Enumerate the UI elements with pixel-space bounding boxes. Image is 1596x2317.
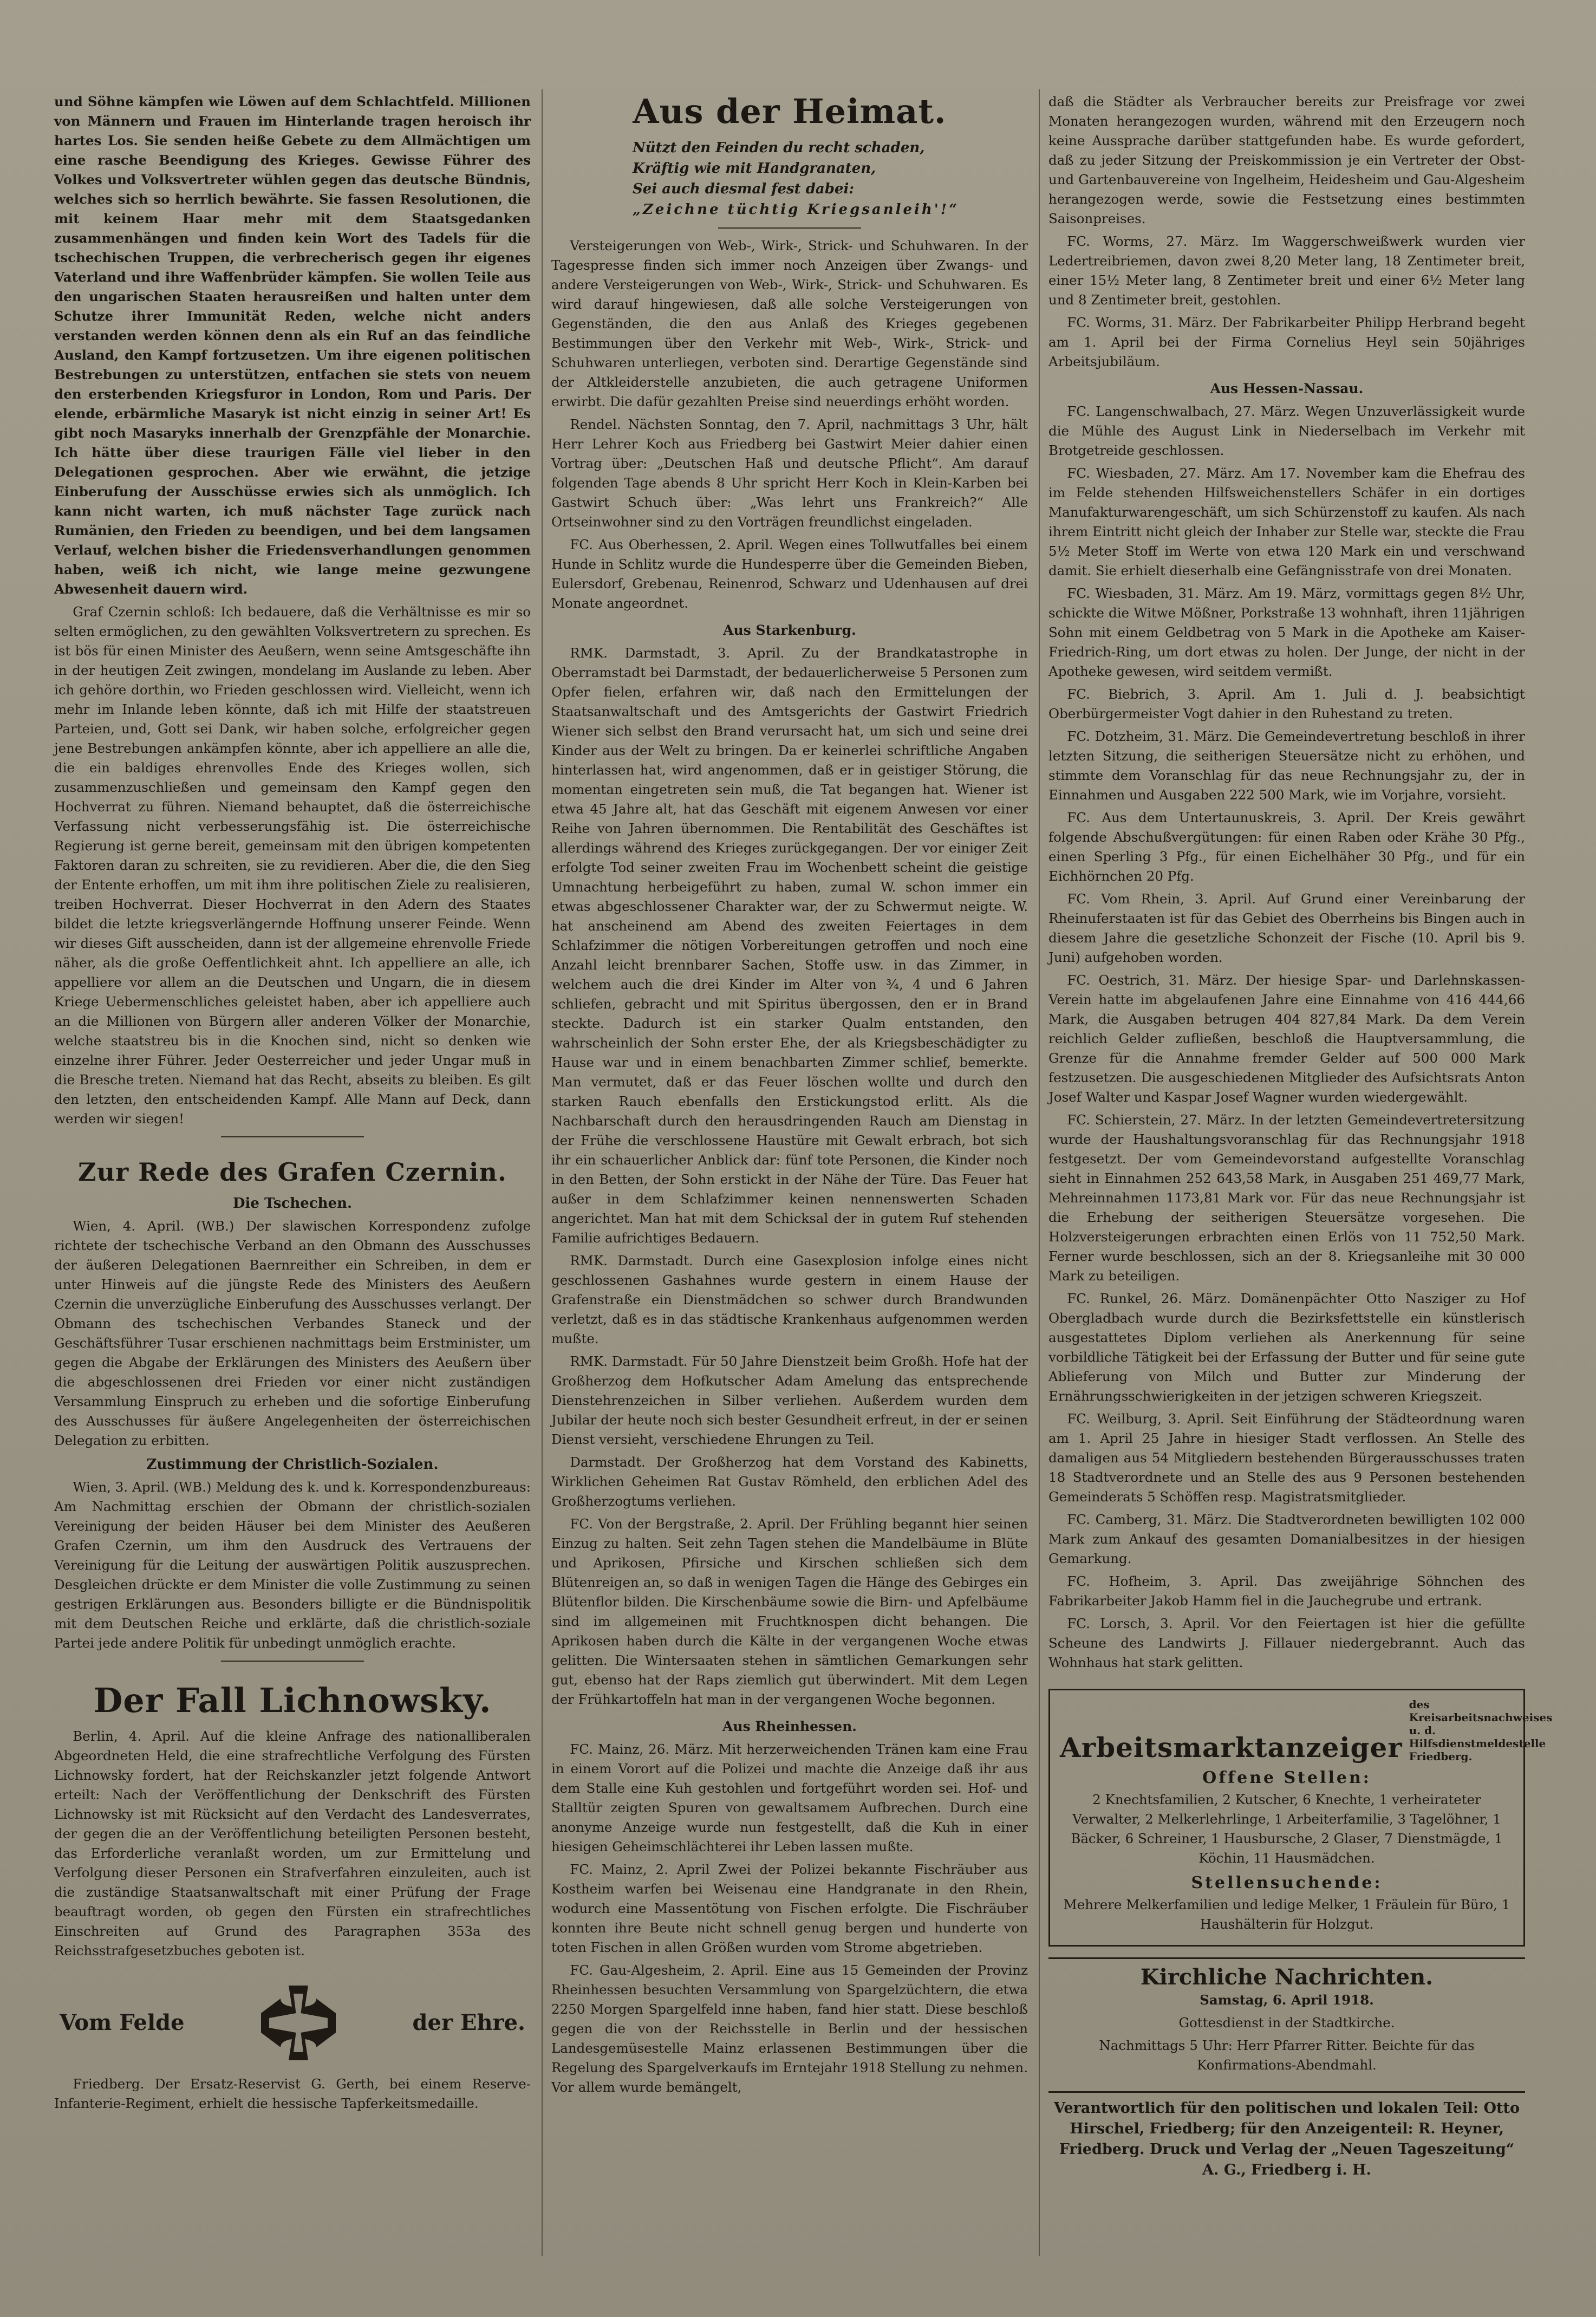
job-seekers-list: Mehrere Melkerfamilien und ledige Melker, 1 Fräulein für Büro, 1 Haushälterin für Holzgut. xyxy=(1063,1897,1510,1932)
article-paragraph: FC. Worms, 27. März. Im Waggerschweißwerk wurden vier Ledertreibriemen, davon zwei 8,20 Meter lang, 18 Zentimeter breit, einer 15½ Meter lang, 8 Zentimeter breit und einer 6½ Meter lang und 8 Zentimeter breit, gestohlen. xyxy=(1048,233,1525,308)
article-paragraph: FC. Aus dem Untertaunuskreis, 3. April. Der Kreis gewährt folgende Abschußvergütungen: für einen Raben oder Krähe 30 Pfg., einen Sperling 3 Pfg., für einen Eichelhäher 30 Pfg., und für ein Eichhörnchen 20 Pfg. xyxy=(1048,810,1525,884)
article-paragraph: FC. Hofheim, 3. April. Das zweijährige Söhnchen des Fabrikarbeiter Jakob Hamm fiel in die Jauchegrube und ertrank. xyxy=(1048,1573,1525,1609)
article-paragraph: FC. Worms, 31. März. Der Fabrikarbeiter Philipp Herbrand begeht am 1. April bei der Firma Cornelius Heyl sein 50jähriges Arbeitsjubiläum. xyxy=(1048,315,1525,369)
article-paragraph: FC. Mainz, 2. April Zwei der Polizei bekannte Fischräuber aus Kostheim warfen bei Weisenau eine Handgranate in den Rhein, wodurch eine Massentötung von Fischen erfolgte. Die Fischräuber konnten ihre Beute nicht schnell genug bergen und hunderte von toten Fischen in allen Größen wurden vom Strome abgetrieben. xyxy=(551,1862,1028,1955)
honor-right-text: der Ehre. xyxy=(412,2010,525,2035)
motto-line: Kräftig wie mit Handgranaten, xyxy=(633,160,876,177)
honor-heading xyxy=(60,1982,525,2064)
article-paragraph: RMK. Darmstadt. Durch eine Gasexplosion infolge eines nicht geschlossenen Gashahnes wurde gestern in einem Hause der Grafenstraße ein Dienstmädchen so schwer durch Brandwunden verletzt, daß es in das städtische Krankenhaus aufgenommen werden mußte. xyxy=(551,1253,1028,1346)
article-paragraph: FC. Oestrich, 31. März. Der hiesige Spar- und Darlehnskassen-Verein hatte im abgelaufenen Jahre eine Einnahme von 416 444,66 Mark, die Ausgaben betrugen 404 827,84 Mark. Da dem Verein reichlich Gelder zufließen, beschloß die Hauptversammlung, die Grenze für die Annahme fremder Gelder auf 500 000 Mark festzusetzen. Die ausgeschiedenen Mitglieder des Aufsichtsrats Anton Josef Walter und Kaspar Josef Wagner wurden wiedergewählt. xyxy=(1048,972,1525,1105)
motto-line: „Zeichne tüchtig Kriegsanleih'!“ xyxy=(633,201,960,218)
job-market-header xyxy=(1060,1698,1553,1763)
job-market-subtitle-line: Hilfsdienstmeldestelle Friedberg. xyxy=(1409,1737,1546,1763)
iron-cross-icon xyxy=(258,1982,339,2064)
article-paragraph: FC. Vom Rhein, 3. April. Auf Grund einer Vereinbarung der Rheinuferstaaten ist für das Gebiet des Oberrheins bis Bingen auch in diesem Jahre die gesetzliche Schonzeit der Fische (10. April bis 9. Juni) aufgehoben worden. xyxy=(1048,891,1525,965)
article-paragraph: FC. Dotzheim, 31. März. Die Gemeindevertretung beschloß in ihrer letzten Sitzung, die seitherigen Steuersätze nicht zu erhöhen, und stimmte dem Voranschlag für das neue Rechnungsjahr zu, der in Einnahmen und Ausgaben 222 500 Mark, wie im Vorjahre, vorsieht. xyxy=(1048,728,1525,803)
divider xyxy=(221,1136,364,1137)
article-paragraph: RMK. Darmstadt, 3. April. Zu der Brandkatastrophe in Oberramstadt bei Darmstadt, der bedauerlicherweise 5 Personen zum Opfer fielen, erfahren wir, daß nach den Ermittelungen der Staatsanwaltschaft und des Amtsgerichts der Gastwirt Friedrich Wiener sich selbst den Brand verursacht hat, um sich und seine drei Kinder aus der Welt zu bringen. Da er keinerlei schriftliche Angaben hinterlassen hat, wird angenommen, daß er in geistiger Störung, die momentan eingetreten sein muß, die Tat begangen hat. Wiener ist etwa 45 Jahre alt, hat das Geschäft mit eigenem Anwesen vor einer Reihe von Jahren übernommen. Die Rentabilität des Geschäftes ist allerdings während des Krieges zurückgegangen. Der vor einiger Zeit erfolgte Tod seiner zweiten Frau im Wochenbett scheint die geistige Umnachtung herbeigeführt zu haben, zumal W. schon immer ein etwas abgeschlossener Charakter war, der zu Schwermut neigte. W. hat anscheinend am Abend des zweiten Feiertages in dem Schlafzimmer die nötigen Vorbereitungen getroffen und noch eine Anzahl leicht brennbarer Sachen, Stoffe usw. in das Zimmer, in welchem auch die drei Kinder im Alter von ¾, 4 und 6 Jahren schliefen, gebracht und mit Spiritus übergossen, den er in Brand steckte. Dadurch ist ein starker Qualm entstanden, den wahrscheinlich der Sohn erster Ehe, der als Kriegsbeschädigter zu Hause war und in einem benachbarten Zimmer schlief, bemerkte. Man vermutet, daß er das Feuer löschen wollte und durch den starken Rauch ebenfalls den Erstickungstod erlitt. Als die Nachbarschaft durch den herausdringenden Rauch am Dienstag in der Frühe die verschlossene Haustüre mit Gewalt erbrach, bot sich ihr ein schauerlicher Anblick dar: fünf tote Personen, die Kinder noch in den Betten, der Sohn erstickt in der Nähe der Türe. Das Feuer hat außer in dem Schlafzimmer keinen nennenswerten Schaden angerichtet. Man hat mit dem Schicksal der in gutem Ruf stehenden Familie aufrichtiges Bedauern. xyxy=(551,645,1028,1246)
motto-verse xyxy=(551,138,1028,220)
church-title: Kirchliche Nachrichten. xyxy=(1140,1964,1434,1990)
article-paragraph: FC. Wiesbaden, 27. März. Am 17. November kam die Ehefrau des im Felde stehenden Hilfsweichenstellers Schäfer in ein dortiges Manufakturwarengeschäft, um sich Schürzenstoff zu kaufen. Als nach ihrem Eintritt nicht gleich der Inhaber zur Stelle war, steckte die Frau 5½ Meter Stoff im Werte von etwa 120 Mark ein und verschwand damit. Sie erhielt dieserhalb eine Gefängnisstrafe von drei Monaten. xyxy=(1048,465,1525,578)
article-paragraph: FC. Weilburg, 3. April. Seit Einführung der Städteordnung waren am 1. April 25 Jahre in hiesiger Stadt verflossen. An Stelle des damaligen aus 54 Mitgliedern bestehenden Bürgerausschusses traten 18 Stadtverordnete und an Stelle des aus 9 Personen bestehenden Gemeinderats 5 Schöffen resp. Magistratsmitglieder. xyxy=(1048,1411,1525,1505)
church-notices xyxy=(1048,1957,1525,2075)
imprint-text: Verantwortlich für den politischen und lokalen Teil: Otto Hirschel, Friedberg; für den Anzeigenteil: R. Heyner, Friedberg. Druck und Verlag der „Neuen Tageszeitung“ A. G., Friedberg i. H. xyxy=(1054,2100,1520,2178)
article-paragraph: FC. Lorsch, 3. April. Vor den Feiertagen ist hier die gefüllte Scheune des Landwirts J. Fillauer niedergebrannt. Auch das Wohnhaus hat stark gelitten. xyxy=(1048,1616,1525,1670)
column-left xyxy=(54,92,531,2237)
article-paragraph: Rendel. Nächsten Sonntag, den 7. April, nachmittags 3 Uhr, hält Herr Lehrer Koch aus Friedberg bei Gastwirt Meier dahier einen Vortrag über: „Deutschen Haß und deutsche Pflicht“. Am darauf folgenden Tage abends 8 Uhr spricht Herr Koch in Klein-Karben bei Gastwirt Schuch über: „Was lehrt uns Frankreich?“ Alle Ortseinwohner sind zu den Vorträgen freundlichst eingeladen. xyxy=(551,416,1028,530)
article-paragraph: Wien, 3. April. (WB.) Meldung des k. und k. Korrespondenzbureaus: Am Nachmittag erschien der Obmann der christlich-sozialen Vereinigung der beiden Häuser bei dem Minister des Aeußeren Grafen Czernin, um ihm den Ausdruck des Vertrauens der Vereinigung für die Leitung der auswärtigen Politik auszusprechen. Desgleichen drückte er dem Minister die volle Zustimmung zu seinen gestrigen Erklärungen aus. Besonders billigte er die Bündnispolitik mit dem Deutschen Reiche und erklärte, daß die christlich-soziale Partei jede andere Politik für unbedingt unmöglich erachte. xyxy=(54,1479,531,1651)
column-rule xyxy=(1039,89,1040,2256)
article-paragraph: FC. Biebrich, 3. April. Am 1. Juli d. J. beabsichtigt Oberbürgermeister Vogt dahier in den Ruhestand zu treten. xyxy=(1048,686,1525,721)
article-paragraph: FC. Von der Bergstraße, 2. April. Der Frühling begannt hier seinen Einzug zu halten. Seit zehn Tagen stehen die Mandelbäume in Blüte und Aprikosen, Pfirsiche und Kirschen schließen sich dem Blütenreigen an, so daß in wenigen Tagen die Hänge des Gebirges ein Blütenflor bilden. Die Kirschenbäume sowie die Birn- und Apfelbäume sind im allgemeinen mit Fruchtknospen dicht behangen. Die Aprikosen haben durch die Kälte in der vergangenen Woche etwas gelitten. Die Wintersaaten stehen in sämtlichen Gemarkungen sehr gut, ebenso hat der Raps ziemlich gut überwindert. Mit dem Legen der Frühkartoffeln hat man in der vergangenen Woche begonnen. xyxy=(551,1516,1028,1707)
article-continuation: und Söhne kämpfen wie Löwen auf dem Schlachtfeld. Millionen von Männern und Frauen im Hinterlande tragen heroisch ihr hartes Los. Sie senden heiße Gebete zu dem Allmächtigen um eine rasche Beendigung des Krieges. Gewisse Führer des Volkes und Volksvertreter wühlen gegen das deutsche Bündnis, welches sich so herrlich bewährte. Sie fassen Resolutionen, die mit keinem Haar mehr mit dem Staatsgedanken zusammenhängen und finden kein Wort des Tadels für die tschechischen Truppen, die verbrecherisch gegen ihr eigenes Vaterland und ihre Waffenbrüder kämpfen. Sie wollen Teile aus den ungarischen Staaten herausreißen und halten unter dem Schutze ihrer Immunität Reden, welche nicht anders verstanden werden können denn als ein Ruf an das feindliche Ausland, den Kampf fortzusetzen. Um ihre eigenen politischen Bestrebungen zu unterstützen, entfachen sie stets von neuem den ersterbenden Kriegsfuror in London, Rom und Paris. Der elende, erbärmliche Masaryk ist nicht einzig in seiner Art! Es gibt noch Masaryks innerhalb der Grenzpfähle der Monarchie. Ich hätte über diese traurigen Fälle viel lieber in den Delegationen gesprochen. Aber wie erwähnt, die jetzige Einberufung der Ausschüsse erwies sich als unmöglich. Ich kann nicht warten, ich muß nächster Tage zurück nach Rumänien, den Frieden zu beendigen, und bei dem langsamen Verlauf, welchen bisher die Friedensverhandlungen genommen haben, weiß ich nicht, wie lange meine gezwungene Abwesenheit dauern wird. xyxy=(54,94,531,597)
imprint xyxy=(1048,2091,1525,2181)
article-paragraph: Wien, 4. April. (WB.) Der slawischen Korrespondenz zufolge richtete der tschechische Verband an den Obmann des Ausschusses der äußeren Delegationen Baernreither ein Schreiben, in dem er unter Hinweis auf die jüngste Rede des Ministers des Aeußern Czernin die unverzügliche Einberufung des Ausschusses verlangt. Der Obmann des tschechischen Verbandes Staneck und der Geschäftsführer Tusar erschienen nachmittags beim Erstminister, um gegen die Abgabe der Erklärungen des Ministers des Aeußern über die abgeschlossenen drei Frieden vor einer nicht zuständigen Versammlung Einspruch zu erheben und die sofortige Einberufung des Ausschusses für äußere Angelegenheiten der österreichischen Delegation zu erbitten. xyxy=(54,1218,531,1448)
subhead-christlich-soziale: Zustimmung der Christlich-Sozialen. xyxy=(146,1456,439,1473)
job-market-subtitle-line: des Kreisarbeitsnachweises u. d. xyxy=(1409,1698,1553,1737)
open-positions-list: 2 Knechtsfamilien, 2 Kutscher, 6 Knechte, 1 verheirateter Verwalter, 2 Melkerlehrlinge, 1 Arbeiterfamilie, 3 Tagelöhner, 1 Bäcker, 6 Schreiner, 1 Hausbursche, 2 Glaser, 7 Dienstmägde, 1 Köchin, 11 Hausmädchen. xyxy=(1071,1792,1503,1866)
section-starkenburg: Aus Starkenburg. xyxy=(723,622,856,638)
motto-line: Nützt den Feinden du recht schaden, xyxy=(633,140,925,156)
headline-czernin: Zur Rede des Grafen Czernin. xyxy=(77,1157,507,1187)
divider xyxy=(221,1661,364,1662)
column-middle xyxy=(551,92,1028,2259)
article-paragraph: Versteigerungen von Web-, Wirk-, Strick- und Schuhwaren. In der Tagespresse finden sich immer noch Anzeigen über Zwangs- und andere Versteigerungen von Web-, Wirk-, Strick- und Schuhwaren. Es wird darauf hingewiesen, daß alle solche Versteigerungen von Gegenständen, die den aus Anlaß des Krieges gegebenen Bestimmungen über den Verkehr mit Web-, Wirk-, Strick- und Schuhwaren unterliegen, verboten sind. Derartige Gegenstände sind der Altkleiderstelle anzubieten, die auch getragene Uniformen erwirbt. Die dafür gezahlten Preise sind neuerdings erhöht worden. xyxy=(551,238,1028,409)
article-paragraph: Graf Czernin schloß: Ich bedauere, daß die Verhältnisse es mir so selten ermöglichen, zu den gewählten Volksvertretern zu sprechen. Es ist bös für einen Minister des Aeußern, wenn seine Amtsgeschäfte ihn in der heutigen Zeit zwingen, mondelang im Auslande zu leben. Aber ich gehöre dorthin, wo Frieden geschlossen wird. Vielleicht, wenn ich mehr im Inlande leben könnte, daß ich mit Hilfe der staatstreuen Parteien, und, Gott sei Dank, wir haben solche, erfolgreicher gegen jene Bestrebungen ankämpfen könnte, aber ich appelliere an alle die, die ein baldiges ehrenvolles Ende des Krieges wollen, sich zusammenzuschließen und gemeinsam den Kampf gegen den Hochverrat zu führen. Niemand behauptet, daß die österreichische Verfassung nicht verbesserungsfähig ist. Die österreichische Regierung ist gerne bereit, gemeinsam mit den übrigen kompetenten Faktoren daran zu schreiten, sie zu revidieren. Aber die, die den Sieg der Entente erhoffen, um mit ihm ihre politischen Ziele zu realisieren, treiben Hochverrat. Dieser Hochverrat in den Adern des Staates bildet die letzte kriegsverlängernde Hoffnung unserer Feinde. Wenn wir dieses Gift ausscheiden, dann ist der allgemeine ehrenvolle Friede näher, als die große Oeffentlichkeit ahnt. Ich appelliere an alle, ich appelliere vor allem an die Deutschen und Ungarn, die in diesem Kriege Uebermenschliches geleistet haben, aber ich appelliere auch an die Millionen von Bürgern aller anderen Völker der Monarchie, welche staatstreu bis in die Knochen sind, nicht so denken wie einzelne ihrer Führer. Jeder Oesterreicher und jeder Ungar muß in die Bresche treten. Niemand hat das Recht, abseits zu bleiben. Es gilt den letzten, den entscheidenden Kampf. Alle Mann auf Deck, dann werden wir siegen! xyxy=(54,604,531,1127)
article-paragraph: FC. Aus Oberhessen, 2. April. Wegen eines Tollwutfalles bei einem Hunde in Schlitz wurde die Hundesperre über die Gemeinden Bieben, Eulersdorf, Grebenau, Reinenrod, Schwarz und Udenhausen auf drei Monate angeordnet. xyxy=(551,537,1028,611)
article-paragraph: FC. Camberg, 31. März. Die Stadtverordneten bewilligten 102 000 Mark zum Ankauf des gesamten Domanialbesitzes in der hiesigen Gemarkung. xyxy=(1048,1512,1525,1566)
church-line: Nachmittags 5 Uhr: Herr Pfarrer Ritter. Beichte für das Konfirmations-Abendmahl. xyxy=(1099,2038,1475,2073)
church-date: Samstag, 6. April 1918. xyxy=(1200,1992,1374,2008)
article-paragraph: FC. Runkel, 26. März. Domänenpächter Otto Nasziger zu Hof Obergladbach wurde durch die Bezirksfettstelle ein künstlerisch ausgestattetes Diplom verliehen als Anerkennung für seine vorbildliche Tätigkeit bei der Erfassung der Butter und für seine gute Ablieferung von Milch und Butter zur Minderung der Ernährungsschwierigkeiten in der jetzigen schweren Kriegszeit. xyxy=(1048,1291,1525,1404)
job-seekers-label: Stellensuchende: xyxy=(1191,1873,1383,1892)
motto-line: Sei auch diesmal fest dabei: xyxy=(633,181,854,197)
job-market-box xyxy=(1048,1689,1553,1947)
article-paragraph: Darmstadt. Der Großherzog hat dem Vorstand des Kabinetts, Wirklichen Geheimen Rat Gustav Römheld, den erblichen Adel des Großherzogtums verliehen. xyxy=(551,1454,1028,1509)
article-paragraph: FC. Gau-Algesheim, 2. April. Eine aus 15 Gemeinden der Provinz Rheinhessen besuchten Versammlung von Spargelzüchtern, die etwa 2250 Morgen Spargelfeld inne haben, fand hier statt. Diese beschloß gegen die von der Reichsstelle in Berlin und der hessischen Landesgemüsestelle Mainz erlassenen Bestimmungen über die Regelung des Spargelverkaufs im Erntejahr 1918 Stellung zu nehmen. Vor allem wurde bemängelt, xyxy=(551,1962,1028,2095)
article-paragraph: FC. Mainz, 26. März. Mit herzerweichenden Tränen kam eine Frau in einem Vorort auf die Polizei und machte die Anzeige daß ihr aus dem Stalle eine Kuh gestohlen und fortgeführt worden sei. Hof- und Stalltür zeigten Spuren von gewaltsamem Aufbrechen. Durch eine anonyme Anzeige wurde nun festgestellt, daß die Kuh in einer hiesigen Geheimschlächterei ihr Leben lassen mußte. xyxy=(551,1741,1028,1854)
honor-left-text: Vom Felde xyxy=(60,2010,185,2035)
article-paragraph: Berlin, 4. April. Auf die kleine Anfrage des nationalliberalen Abgeordneten Held, die eine strafrechtliche Verfolgung des Fürsten Lichnowsky fordert, hat der Reichskanzler jetzt folgende Antwort erteilt: Nach der Veröffentlichung der Denkschrift des Fürsten Lichnowsky ist mit Rücksicht auf den Verdacht des Landesverrates, der gegen die an der Veröffentlichung beteiligten Personen besteht, das Erforderliche veranlaßt worden, um zur Ermittelung und Verfolgung dieser Personen ein Strafverfahren einzuleiten, auch ist die zuständige Staatsanwaltschaft mit einer Prüfung der Frage beauftragt worden, ob gegen den Fürsten ein strafrechtliches Einschreiten auf Grund des Paragraphen 353a des Reichsstrafgesetzbuches geboten ist. xyxy=(54,1728,531,1958)
article-paragraph: Friedberg. Der Ersatz-Reservist G. Gerth, bei einem Reserve-Infanterie-Regiment, erhielt die hessische Tapferkeitsmedaille. xyxy=(54,2076,531,2111)
column-rule xyxy=(542,89,543,2256)
headline-heimat: Aus der Heimat. xyxy=(633,92,947,131)
article-paragraph: FC. Wiesbaden, 31. März. Am 19. März, vormittags gegen 8½ Uhr, schickte die Witwe Mößner, Porkstraße 13 wohnhaft, ihren 11jährigen Sohn mit einem Geldbetrag von 5 Mark in die Apotheke am Kaiser-Friedrich-Ring, um dort etwas zu holen. Der Junge, der nicht in der Apotheke gewesen, wird seitdem vermißt. xyxy=(1048,585,1525,679)
headline-lichnowsky: Der Fall Lichnowsky. xyxy=(93,1681,492,1720)
subhead-tschechen: Die Tschechen. xyxy=(232,1195,353,1212)
article-paragraph: FC. Schierstein, 27. März. In der letzten Gemeindevertretersitzung wurde der Haushaltungsvoranschlag für das Rechnungsjahr 1918 festgesetzt. Der vom Gemeindevorstand aufgestellte Voranschlag sieht in Einnahmen 252 643,58 Mark, in Ausgaben 251 469,77 Mark, Mehreinnahmen 1173,81 Mark vor. Für das neue Rechnungsjahr ist die Erhebung der seitherigen Steuersätze vorgesehen. Die Holzversteigerungen erbrachten einen Erlös von 11 752,50 Mark. Ferner wurde beschlossen, sich an der 8. Kriegsanleihe mit 30 000 Mark zu beteiligen. xyxy=(1048,1112,1525,1284)
job-market-subtitle xyxy=(1409,1698,1553,1763)
article-paragraph: FC. Langenschwalbach, 27. März. Wegen Unzuverlässigkeit wurde die Mühle des August Link in Niederselbach im Verkehr mit Brotgetreide geschlossen. xyxy=(1048,403,1525,458)
church-line: Gottesdienst in der Stadtkirche. xyxy=(1178,2015,1395,2030)
section-rheinhessen: Aus Rheinhessen. xyxy=(722,1719,857,1734)
open-positions-label: Offene Stellen: xyxy=(1202,1768,1371,1787)
column-right xyxy=(1048,92,1553,2264)
job-market-title: Arbeitsmarktanzeiger xyxy=(1060,1732,1403,1763)
article-continuation: daß die Städter als Verbraucher bereits zur Preisfrage vor zwei Monaten herangezogen wurden, während mit den Erzeugern noch keine Aussprache darüber stattgefunden habe. Es wurde gefordert, daß zu jeder Sitzung der Preiskommission je ein Vertreter der Obst- und Gartenbauvereine von Ingelheim, Heidesheim und Gau-Algesheim herangezogen werde, sowie die Festsetzung eines bestimmten Saisonpreises. xyxy=(1048,94,1525,226)
article-paragraph: RMK. Darmstadt. Für 50 Jahre Dienstzeit beim Großh. Hofe hat der Großherzog dem Hofkutscher Adam Amelung das entsprechende Dienstehrenzeichen in Silber verliehen. Außerdem wurden dem Jubilar der heute noch sich bester Gesundheit erfreut, in der er seinen Dienst versieht, verschiedene Ehrungen zu Teil. xyxy=(551,1353,1028,1447)
divider xyxy=(718,227,861,229)
section-hessen-nassau: Aus Hessen-Nassau. xyxy=(1210,381,1364,396)
